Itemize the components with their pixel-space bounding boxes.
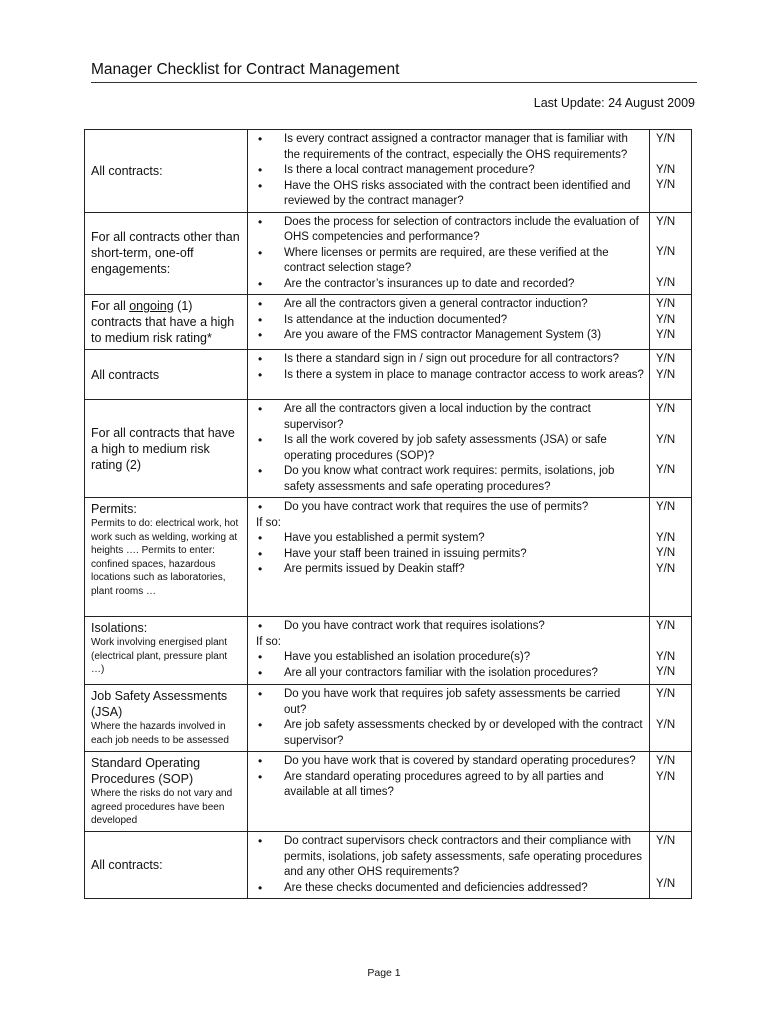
checklist-row — [85, 350, 692, 400]
row-answers — [650, 130, 692, 213]
checklist-row — [85, 130, 692, 213]
row-category — [85, 130, 248, 213]
yn-answer: Y/N — [656, 650, 676, 663]
checklist-row — [85, 498, 692, 617]
row-questions — [248, 350, 650, 400]
checklist-row — [85, 400, 692, 498]
yn-answer: Y/N — [656, 313, 676, 326]
yn-answer: Y/N — [656, 353, 676, 365]
row-category — [85, 832, 248, 899]
row-questions — [248, 752, 650, 832]
yn-answer: Y/N — [656, 620, 676, 632]
document-title: Manager Checklist for Contract Management — [91, 61, 697, 83]
row-category-title: All contracts: — [91, 858, 163, 872]
row-category-description: Where the hazards involved in each job needs to be assessed — [91, 721, 229, 746]
checklist-question: • Are all the contractors given a general contractor induction? — [248, 297, 645, 313]
row-questions — [248, 685, 650, 752]
row-category-description: Permits to do: electrical work, hot work such as welding, working at heights …. Permits to enter: confined spaces, hazardous locations such as laboratories, plant rooms … — [91, 518, 239, 597]
checklist-row — [85, 752, 692, 832]
row-category-title: Isolations: — [91, 621, 148, 635]
row-answers — [650, 752, 692, 832]
yn-answer: Y/N — [656, 835, 676, 847]
row-category — [85, 295, 248, 350]
yn-answer: Y/N — [656, 403, 676, 415]
yn-answer: Y/N — [656, 547, 676, 559]
yn-answer: Y/N — [656, 215, 676, 228]
checklist-question: • Is there a local contract management procedure? — [248, 163, 645, 179]
yn-answer: Y/N — [656, 770, 676, 783]
row-answers — [650, 685, 692, 752]
row-answers — [650, 617, 692, 685]
row-category-description: Work involving energised plant (electrical plant, pressure plant …) — [91, 637, 228, 675]
checklist-row — [85, 685, 692, 752]
row-category-title: For all ongoing (1) contracts that have a high to medium risk rating* — [91, 299, 235, 345]
checklist-question: • Do you know what contract work requires: permits, isolations, job safety assessments and safe operating procedures? — [248, 464, 645, 495]
checklist-table — [84, 129, 692, 899]
yn-answer: Y/N — [656, 531, 676, 544]
yn-answer: Y/N — [656, 276, 676, 289]
checklist-question: • Is all the work covered by job safety assessments (JSA) or safe operating procedures (SOP)? — [248, 433, 645, 464]
checklist-question: • Have you established a permit system? — [248, 531, 645, 547]
row-answers — [650, 832, 692, 899]
checklist-row — [85, 617, 692, 685]
yn-answer: Y/N — [656, 133, 676, 145]
yn-answer: Y/N — [656, 298, 676, 310]
yn-answer: Y/N — [656, 718, 676, 731]
yn-answer: Y/N — [656, 877, 676, 890]
row-category-description: Where the risks do not vary and agreed procedures have been developed — [91, 788, 233, 826]
row-category-title: For all contracts other than short-term, one-off engagements: — [91, 230, 240, 277]
row-category-title: Job Safety Assessments (JSA) — [91, 689, 228, 719]
checklist-question: • Are permits issued by Deakin staff? — [248, 562, 645, 578]
yn-answer: Y/N — [656, 329, 676, 341]
checklist-question: • Does the process for selection of contractors include the evaluation of OHS competencies and performance? — [248, 215, 645, 246]
yn-answer: Y/N — [656, 433, 676, 446]
yn-answer: Y/N — [656, 163, 676, 176]
checklist-question: • Is attendance at the induction documented? — [248, 313, 645, 329]
row-category — [85, 498, 248, 617]
checklist-question: • Do you have work that is covered by standard operating procedures? — [248, 754, 645, 770]
row-answers — [650, 295, 692, 350]
checklist-question: • Have your staff been trained in issuing permits? — [248, 547, 645, 563]
yn-answer: Y/N — [656, 666, 676, 678]
row-answers — [650, 212, 692, 295]
yn-answer: Y/N — [656, 368, 676, 381]
checklist-question: • Do you have contract work that requires the use of permits? — [248, 500, 645, 516]
checklist-question: • Have you established an isolation procedure(s)? — [248, 650, 645, 666]
checklist-question: • Is there a system in place to manage contractor access to work areas? — [248, 368, 645, 384]
checklist-question: • Are you aware of the FMS contractor Management System (3) — [248, 328, 645, 344]
checklist-question: • Are standard operating procedures agreed to by all parties and available at all times? — [248, 770, 645, 801]
row-questions — [248, 295, 650, 350]
row-category-title: For all contracts that have a high to medium risk rating (2) — [91, 425, 235, 472]
checklist-question: • Is there a standard sign in / sign out procedure for all contractors? — [248, 352, 645, 368]
checklist-question: • Are these checks documented and deficiencies addressed? — [248, 881, 645, 897]
yn-answer: Y/N — [656, 501, 676, 513]
if-so-label: If so: — [256, 516, 281, 529]
row-category — [85, 212, 248, 295]
row-questions — [248, 400, 650, 498]
checklist-row — [85, 212, 692, 295]
row-questions — [248, 498, 650, 617]
checklist-question: • Are job safety assessments checked by or developed with the contract supervisor? — [248, 718, 645, 749]
checklist-question: • Is every contract assigned a contractor manager that is familiar with the requirements of the contract, especially the OHS requirements? — [248, 132, 645, 163]
yn-answer: Y/N — [656, 755, 676, 767]
row-category — [85, 752, 248, 832]
yn-answer: Y/N — [656, 688, 676, 700]
row-questions — [248, 212, 650, 295]
row-category — [85, 350, 248, 400]
checklist-question: • Are the contractor’s insurances up to date and recorded? — [248, 277, 645, 293]
checklist-row — [85, 295, 692, 350]
row-answers — [650, 350, 692, 400]
last-update-date: Last Update: 24 August 2009 — [533, 96, 695, 110]
row-category — [85, 685, 248, 752]
yn-answer: Y/N — [656, 246, 676, 258]
row-category-title: All contracts — [91, 367, 160, 382]
if-so-label: If so: — [256, 635, 281, 648]
yn-answer: Y/N — [656, 562, 676, 575]
checklist-question: • Are all your contractors familiar with the isolation procedures? — [248, 666, 645, 682]
checklist-question: • Where licenses or permits are required, are these verified at the contract selection stage? — [248, 246, 645, 277]
row-questions — [248, 617, 650, 685]
checklist-question: • Have the OHS risks associated with the contract been identified and reviewed by the contract manager? — [248, 179, 645, 210]
checklist-question: • Do contract supervisors check contractors and their compliance with permits, isolations, job safety assessments, safe operating procedures and any other OHS requirements? — [248, 834, 645, 881]
row-answers — [650, 498, 692, 617]
row-category-title: Permits: — [91, 502, 137, 516]
checklist-row — [85, 832, 692, 899]
row-questions — [248, 832, 650, 899]
row-category-title: All contracts: — [91, 163, 163, 178]
row-category — [85, 617, 248, 685]
page-number: Page 1 — [367, 967, 401, 979]
yn-answer: Y/N — [656, 179, 676, 191]
checklist-question: • Do you have contract work that requires isolations? — [248, 619, 645, 635]
yn-answer: Y/N — [656, 464, 676, 476]
checklist-question: • Do you have work that requires job safety assessments be carried out? — [248, 687, 645, 718]
row-category-title: Standard Operating Procedures (SOP) — [91, 756, 201, 786]
row-category — [85, 400, 248, 498]
row-questions — [248, 130, 650, 213]
checklist-question: • Are all the contractors given a local induction by the contract supervisor? — [248, 402, 645, 433]
row-answers — [650, 400, 692, 498]
